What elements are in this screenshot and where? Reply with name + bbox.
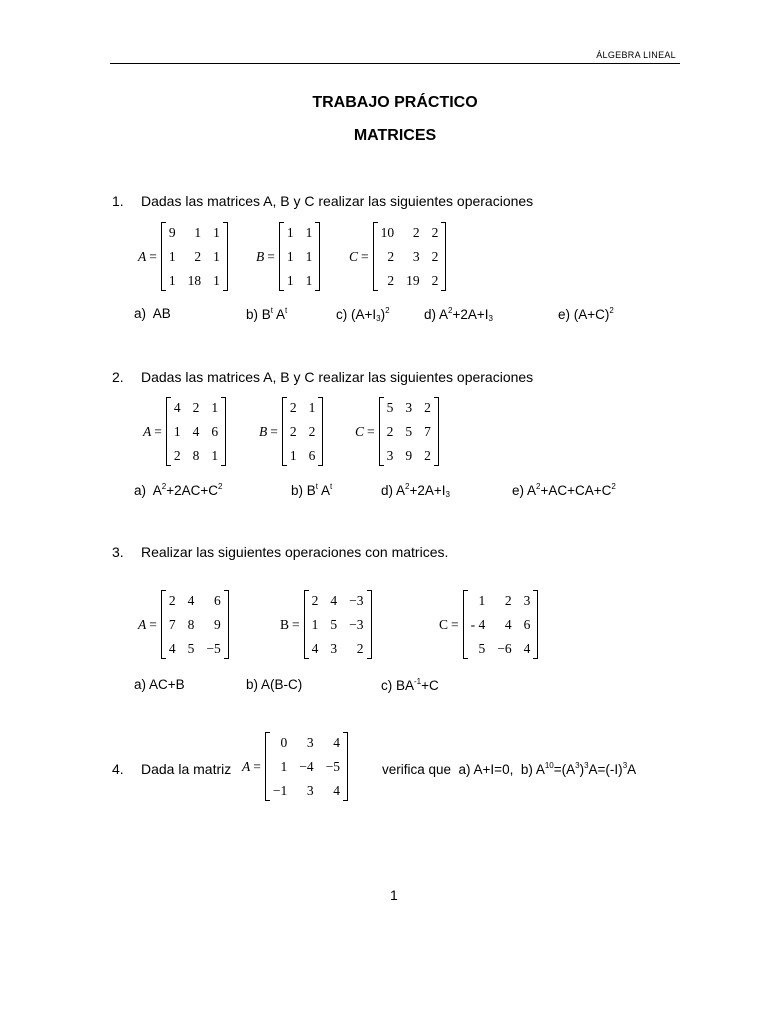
exercise-text: Dadas las matrices A, B y C realizar las siguientes operaciones [141,369,534,385]
verify-statement: verifica que a) A+I=0, b) $A^{10}=(A^3)^3A=(-I)^3A$ [382,761,637,777]
equals-sign: = [253,758,261,774]
equals-sign: = [292,616,300,632]
matrix-cell: 0 [280,735,288,750]
operation-a: a) $A^2+2AC+C^2$ [134,482,223,498]
equals-sign: = [451,616,459,632]
matrix-cell: −5 [325,759,340,774]
matrix-b [256,222,320,291]
operation-d: d) $A^2+2A+I_3$ [424,306,493,323]
matrix-bracket [166,397,226,466]
matrix-cell: 1 [286,225,294,240]
header-label: ÁLGEBRA LINEAL [596,50,676,60]
matrix-cell: 1 [311,617,319,632]
matrix-bracket [161,590,229,659]
matrix-name: C [439,616,449,632]
matrix-name: B [259,423,268,439]
matrix-cell: 3 [412,249,420,264]
matrix-cell: 4 [330,593,338,608]
matrix-cell: 1 [194,225,202,240]
exercise-number: 2. [112,369,124,385]
exercise-2-prompt [112,369,533,385]
matrix-bracket [161,222,228,291]
matrix-cell: 2 [387,273,395,288]
matrix-cell: 1 [173,424,181,439]
matrix-cell: 4 [523,641,531,656]
matrix-bracket [463,590,539,659]
matrix-cell: 2 [194,249,202,264]
matrix-cell: 4 [311,641,319,656]
matrix-cell: 2 [431,249,439,264]
matrix-bracket [282,397,324,466]
matrix-cell: 1 [213,225,220,240]
matrix-cell: −3 [349,593,364,608]
matrix-cell: 4 [168,641,176,656]
matrix-bracket [279,222,321,291]
matrix-cell: 1 [168,273,176,288]
matrix-cell: - 4 [470,617,486,632]
matrix-cell: 8 [187,617,195,632]
operation-a: a) AC+B [134,677,185,692]
matrix-cell: 1 [213,249,220,264]
matrix-a [242,732,348,801]
matrix-cell: 4 [504,617,512,632]
matrix-cell: 5 [187,641,195,656]
operation-a: a) AB [134,306,171,321]
matrix-c [355,397,439,466]
matrix-cell: 4 [187,593,195,608]
matrix-bracket [373,222,447,291]
matrix-cell: 1 [280,759,288,774]
matrix-cell: 5 [330,617,338,632]
exercise-number: 1. [112,193,124,209]
matrix-a [138,222,228,291]
exercise-4-prompt [112,761,231,777]
equals-sign: = [149,248,157,264]
exercise-text: Dada la matriz [141,761,232,777]
matrix-cell: 4 [333,783,340,798]
matrix-cell: 7 [168,617,176,632]
equals-sign: = [361,248,369,264]
operation-c: c) $BA^{-1}+C$ [381,677,439,693]
matrix-cell: 2 [356,641,364,656]
matrix-cell: 6 [211,424,219,439]
matrix-cell: 1 [478,593,486,608]
matrix-cell: −1 [272,783,288,798]
matrix-cell: 2 [308,424,316,439]
matrix-cell: 3 [405,400,413,415]
operation-d: d) $A^2+2A+I_3$ [381,482,450,499]
matrix-cell: 2 [173,448,181,463]
equals-sign: = [267,248,275,264]
matrix-cell: 1 [168,249,176,264]
matrix-cell: 4 [192,424,200,439]
matrix-cell: 1 [286,273,294,288]
matrix-cell: 5 [405,424,413,439]
matrix-cell: 3 [306,735,314,750]
operation-e: e) $A^2+AC+CA+C^2$ [512,482,616,498]
matrix-cell: 3 [386,448,394,463]
equals-sign: = [367,423,375,439]
matrix-cell: −5 [206,641,221,656]
document-subtitle: MATRICES [353,127,437,144]
matrix-name: B [280,616,290,632]
matrix-cell: 1 [305,249,313,264]
matrix-cell: 1 [289,448,297,463]
matrix-cell: 1 [308,400,316,415]
matrix-cell: 9 [214,617,221,632]
exercise-number: 3. [112,544,124,560]
matrix-name: C [355,423,365,439]
operation-e: e) $(A+C)^2$ [558,306,614,322]
matrix-cell: 2 [387,249,395,264]
equals-sign: = [154,423,162,439]
matrix-cell: 10 [380,225,395,240]
matrix-cell: 9 [168,225,176,240]
matrix-cell: 1 [305,225,313,240]
matrix-cell: 1 [305,273,313,288]
matrix-cell: 6 [214,593,221,608]
matrix-cell: 6 [308,448,316,463]
matrix-cell: 2 [289,400,297,415]
matrix-cell: 3 [523,593,531,608]
matrix-name: A [138,616,147,632]
matrix-c [439,590,538,659]
matrix-name: A [143,423,152,439]
exercise-text: Dadas las matrices A, B y C realizar las siguientes operaciones [141,193,534,209]
operation-b: b) $B^t$ $A^t$ [291,482,333,498]
matrix-cell: −3 [349,617,364,632]
operation-b: b) $B^t$ $A^t$ [246,306,288,322]
operation-c: c) $(A+I_3)^2$ [336,306,390,323]
header-rule [110,63,680,64]
matrix-cell: 19 [406,273,420,288]
matrix-cell: 2 [168,593,176,608]
exercise-number: 4. [112,761,124,777]
matrix-cell: −4 [299,759,314,774]
matrix-cell: −6 [497,641,512,656]
matrix-cell: 3 [330,641,338,656]
equals-sign: = [149,616,157,632]
matrix-cell: 9 [405,448,413,463]
matrix-cell: 2 [424,448,431,463]
matrix-cell: 18 [187,273,202,288]
matrix-cell: 4 [333,735,340,750]
matrix-cell: 1 [211,400,219,415]
exercise-1-prompt [112,193,533,209]
operation-b: b) A(B-C) [246,677,303,692]
matrix-cell: 5 [478,641,486,656]
matrix-a [138,590,229,659]
matrix-name: A [138,248,147,264]
equals-sign: = [270,423,278,439]
matrix-cell: 5 [386,400,394,415]
matrix-cell: 6 [523,617,531,632]
matrix-bracket [304,590,372,659]
matrix-cell: 8 [192,448,200,463]
exercise-3-prompt [112,544,448,560]
matrix-bracket [265,732,348,801]
matrix-cell: 1 [286,249,294,264]
matrix-cell: 7 [424,424,431,439]
matrix-cell: 1 [211,448,219,463]
matrix-b [259,397,323,466]
matrix-cell: 2 [504,593,512,608]
matrix-cell: 2 [289,424,297,439]
matrix-cell: 2 [431,225,439,240]
matrix-cell: 2 [412,225,420,240]
matrix-name: C [349,248,359,264]
matrix-cell: 1 [213,273,220,288]
exercise-text: Realizar las siguientes operaciones con matrices. [141,544,449,560]
matrix-a [143,397,226,466]
matrix-cell: 2 [431,273,439,288]
matrix-name: B [256,248,265,264]
matrix-cell: 2 [311,593,319,608]
matrix-cell: 2 [424,400,431,415]
matrix-c [349,222,446,291]
matrix-b [280,590,372,659]
matrix-cell: 2 [386,424,394,439]
matrix-bracket [379,397,439,466]
matrix-cell: 3 [306,783,314,798]
matrix-name: A [242,758,251,774]
page-number: 1 [390,887,398,903]
matrix-cell: 4 [173,400,181,415]
matrix-cell: 2 [192,400,200,415]
document-title: TRABAJO PRÁCTICO [312,94,478,111]
